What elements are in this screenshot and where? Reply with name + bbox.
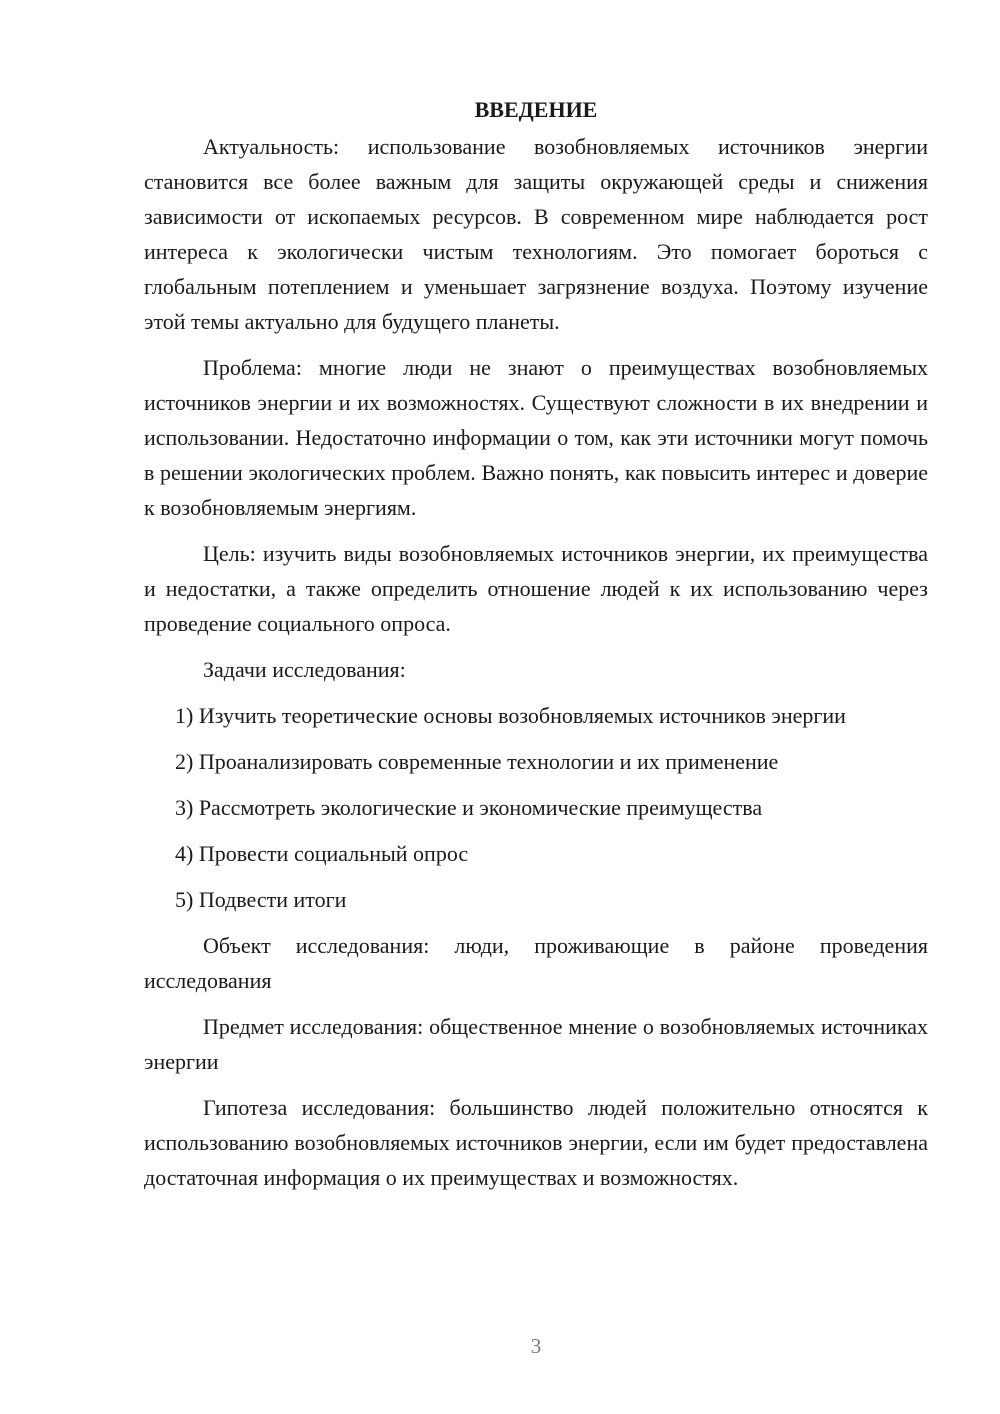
paragraph-hypothesis: Гипотеза исследования: большинство людей положительно относятся к использованию возобновляемых источников энергии, если им будет предоставлена достаточная информация о их преимуществах и возможностях. — [144, 1095, 928, 1190]
paragraph-subject: Предмет исследования: общественное мнение о возобновляемых источниках энергии — [144, 1014, 928, 1074]
section-heading: ВВЕДЕНИЕ — [474, 97, 598, 122]
paragraph-problem: Проблема: многие люди не знают о преимуществах возобновляемых источников энергии и их возможностях. Существуют сложности в их внедрении и использовании. Недостаточно информации о том, как эти источники могут помочь в решении экологических проблем. Важно понять, как повысить интерес и доверие к возобновляемым энергиям. — [144, 355, 928, 520]
paragraph-relevance: Актуальность: использование возобновляемых источников энергии становится все более важным для защиты окружающей среды и снижения зависимости от ископаемых ресурсов. В современном мире наблюдается рост интереса к экологически чистым технологиям. Это помогает бороться с глобальным потеплением и уменьшает загрязнение воздуха. Поэтому изучение этой темы актуально для будущего планеты. — [144, 134, 928, 334]
task-item-5: 5) Подвести итоги — [175, 887, 347, 912]
page-number: 3 — [530, 1334, 542, 1358]
page-content — [144, 92, 928, 1206]
task-item-2: 2) Проанализировать современные технологии и их применение — [175, 749, 779, 774]
tasks-title: Задачи исследования: — [203, 657, 406, 682]
task-item-3: 3) Рассмотреть экологические и экономические преимущества — [175, 795, 763, 820]
task-item-1: 1) Изучить теоретические основы возобновляемых источников энергии — [175, 703, 846, 728]
paragraph-goal: Цель: изучить виды возобновляемых источников энергии, их преимущества и недостатки, а также определить отношение людей к их использованию через проведение социального опроса. — [144, 541, 928, 636]
paragraph-object: Объект исследования: люди, проживающие в районе проведения исследования — [144, 933, 928, 993]
task-item-4: 4) Провести социальный опрос — [175, 841, 469, 866]
